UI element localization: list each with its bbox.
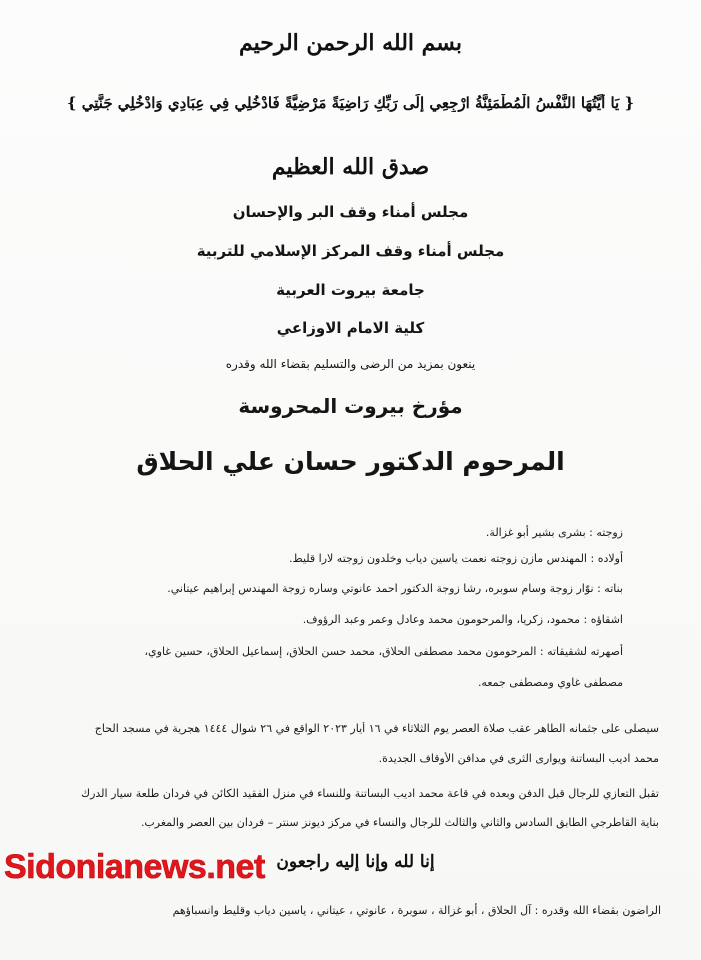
family-line-sons: أولاده : المهندس مازن زوجته نعمت ياسين دياب وخلدون زوجته لارا قليط. [289, 552, 623, 565]
family-line-wife: زوجته : بشرى بشير أبو غزالة. [485, 526, 623, 539]
sadaqa-heading: صدق الله العظيم [271, 154, 430, 180]
basmala-heading: بسم الله الرحمن الرحيم [238, 30, 463, 56]
organization-name: مجلس أمناء وقف المركز الإسلامي للتربية [196, 242, 505, 260]
funeral-prayer-text: سيصلى على جثمانه الطاهر عقب صلاة العصر يوم الثلاثاء في ١٦ أيار ٢٠٢٣ الواقع في ٢٦ شوال ١٤٤٤ هجرية في مسجد الحاج [94, 722, 659, 735]
deceased-title: مؤرخ بيروت المحروسة [238, 394, 463, 418]
organization-name: مجلس أمناء وقف البر والإحسان [232, 203, 469, 221]
mourners-line: الراضون بقضاء الله وقدره : آل الحلاق ، أبو غزالة ، سوبرة ، عانوتي ، عيتاني ، ياسين دياب وقليط وانسباؤهم [172, 904, 661, 917]
quran-verse: { يَا أَيَّتُهَا النَّفْسُ الْمُطْمَئِنَّةُ ارْجِعِي إِلَى رَبِّكِ رَاضِيَةً مَرْضِيَّةً فَادْخُلِي فِي عِبَادِي وَادْخُلِي جَنَّتِي } [66, 94, 635, 112]
condolences-text-cont: بناية القاطرجي الطابق السادس والثاني والثالث للرجال والنساء في مركز ديونز سنتر – فردان بين العصر والمغرب. [140, 816, 659, 829]
condolences-text: تقبل التعازي للرجال قبل الدفن وبعده في قاعة محمد اديب البساتنة وللنساء في منزل الفقيد الكائن في فردان طلعة سيار الدرك [81, 787, 659, 800]
closing-verse: إنا لله وإنا إليه راجعون [276, 852, 435, 872]
family-line-in-laws-cont: مصطفى غاوي ومصطفى جمعه. [477, 676, 623, 689]
organization-name: جامعة بيروت العربية [276, 281, 425, 299]
family-line-daughters: بناته : نوّار زوجة وسام سوبره، رشا زوجة الدكتور احمد عانوتي وساره زوجة المهندس إبراهيم عيتاني. [167, 582, 623, 595]
deceased-name: المرحوم الدكتور حسان علي الحلاق [136, 447, 565, 476]
family-line-brothers: اشقاؤه : محمود، زكريا، والمرحومون محمد وعادل وعمر وعبد الرؤوف. [302, 613, 623, 626]
burial-text: محمد اديب البساتنة ويوارى الثرى في مدافن الأوقاف الجديدة. [378, 752, 659, 765]
family-line-in-laws: أصهرته لشقيقاته : المرحومون محمد مصطفى الحلاق، محمد حسن الحلاق، إسماعيل الحلاق، حسين غاوي، [144, 645, 623, 658]
intro-text: ينعون بمزيد من الرضى والتسليم بقضاء الله وقدره [225, 357, 476, 371]
site-watermark: Sidonianews.net [4, 848, 265, 886]
organization-name: كلية الامام الاوزاعي [276, 319, 425, 337]
